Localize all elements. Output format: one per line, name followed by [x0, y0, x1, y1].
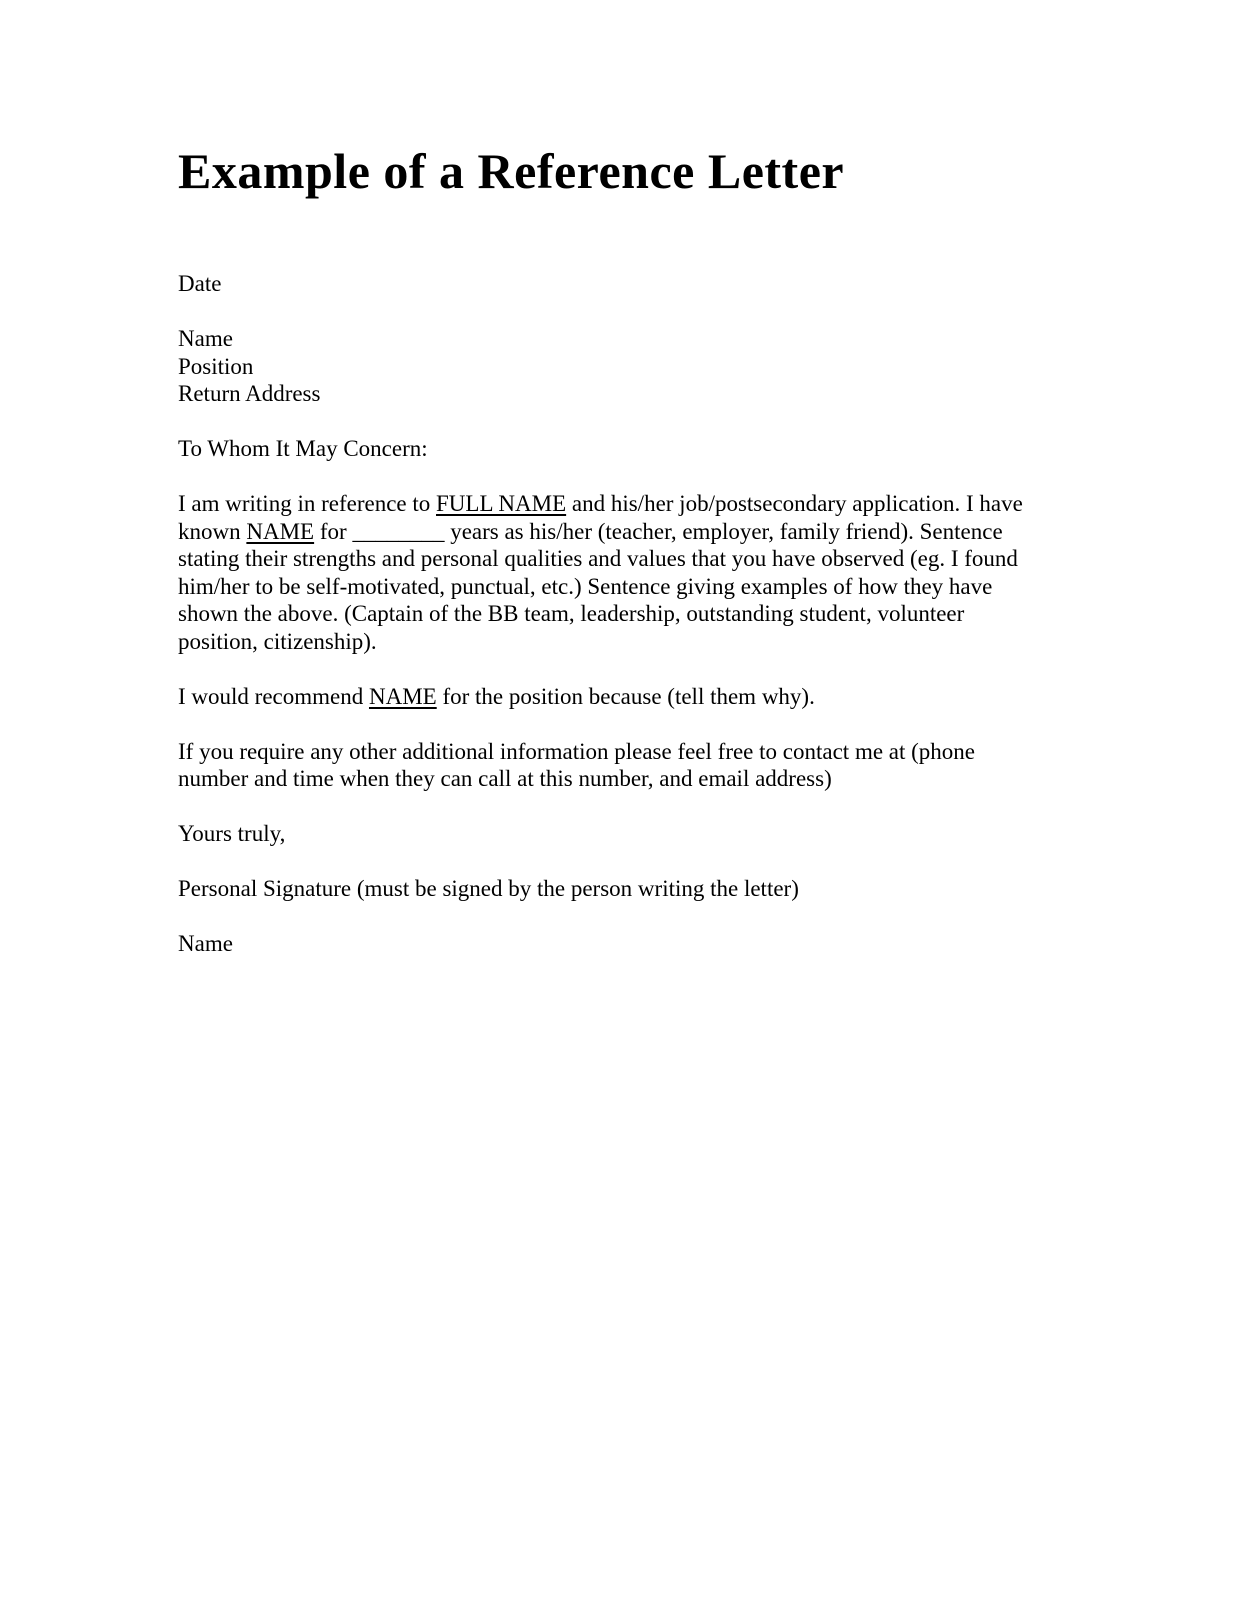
- para1-name-placeholder: NAME: [246, 518, 315, 544]
- body-paragraph-3: If you require any other additional information please feel free to contact me at (phone number and time when they can call at this number, and email address): [178, 738, 976, 791]
- sender-position-line: Position: [178, 353, 254, 379]
- para1-blank-line: ________: [352, 518, 445, 544]
- sender-block: [178, 325, 1038, 408]
- sender-name-line: Name: [178, 326, 233, 351]
- body-paragraph-1: [178, 490, 1038, 655]
- signature-instruction-line: Personal Signature (must be signed by the person writing the letter): [178, 876, 799, 901]
- valediction-line: Yours truly,: [178, 821, 286, 846]
- para1-run-rest: years as his/her (teacher, employer, family friend). Sentence stating their strengths and personal qualities and values that you have observed (eg. I found him/her to be self-motivated, punctual, etc.) Sentence giving examples of how they have shown the above. (Captain of the BB team, leadership, outstanding student, volunteer position, citizenship).: [178, 518, 1018, 654]
- date-line: Date: [178, 271, 222, 296]
- letter-content: [178, 0, 1038, 958]
- para2-run-rest: for the position because (tell them why).: [436, 683, 815, 709]
- para2-name-placeholder: NAME: [368, 683, 437, 709]
- salutation: To Whom It May Concern:: [178, 436, 428, 461]
- para1-full-name-placeholder: FULL NAME: [436, 491, 567, 516]
- writer-name-line: Name: [178, 931, 233, 956]
- para2-run-intro: I would recommend: [178, 683, 369, 709]
- body-paragraph-2: [178, 683, 1038, 711]
- para1-run-for: for: [314, 518, 353, 544]
- document-title: Example of a Reference Letter: [178, 143, 845, 199]
- sender-return-address-line: Return Address: [178, 381, 321, 406]
- para1-run-intro: I am writing in reference to: [178, 491, 436, 516]
- para1-run-middle: and his/her job/postsecondary application. I have known: [178, 491, 1023, 544]
